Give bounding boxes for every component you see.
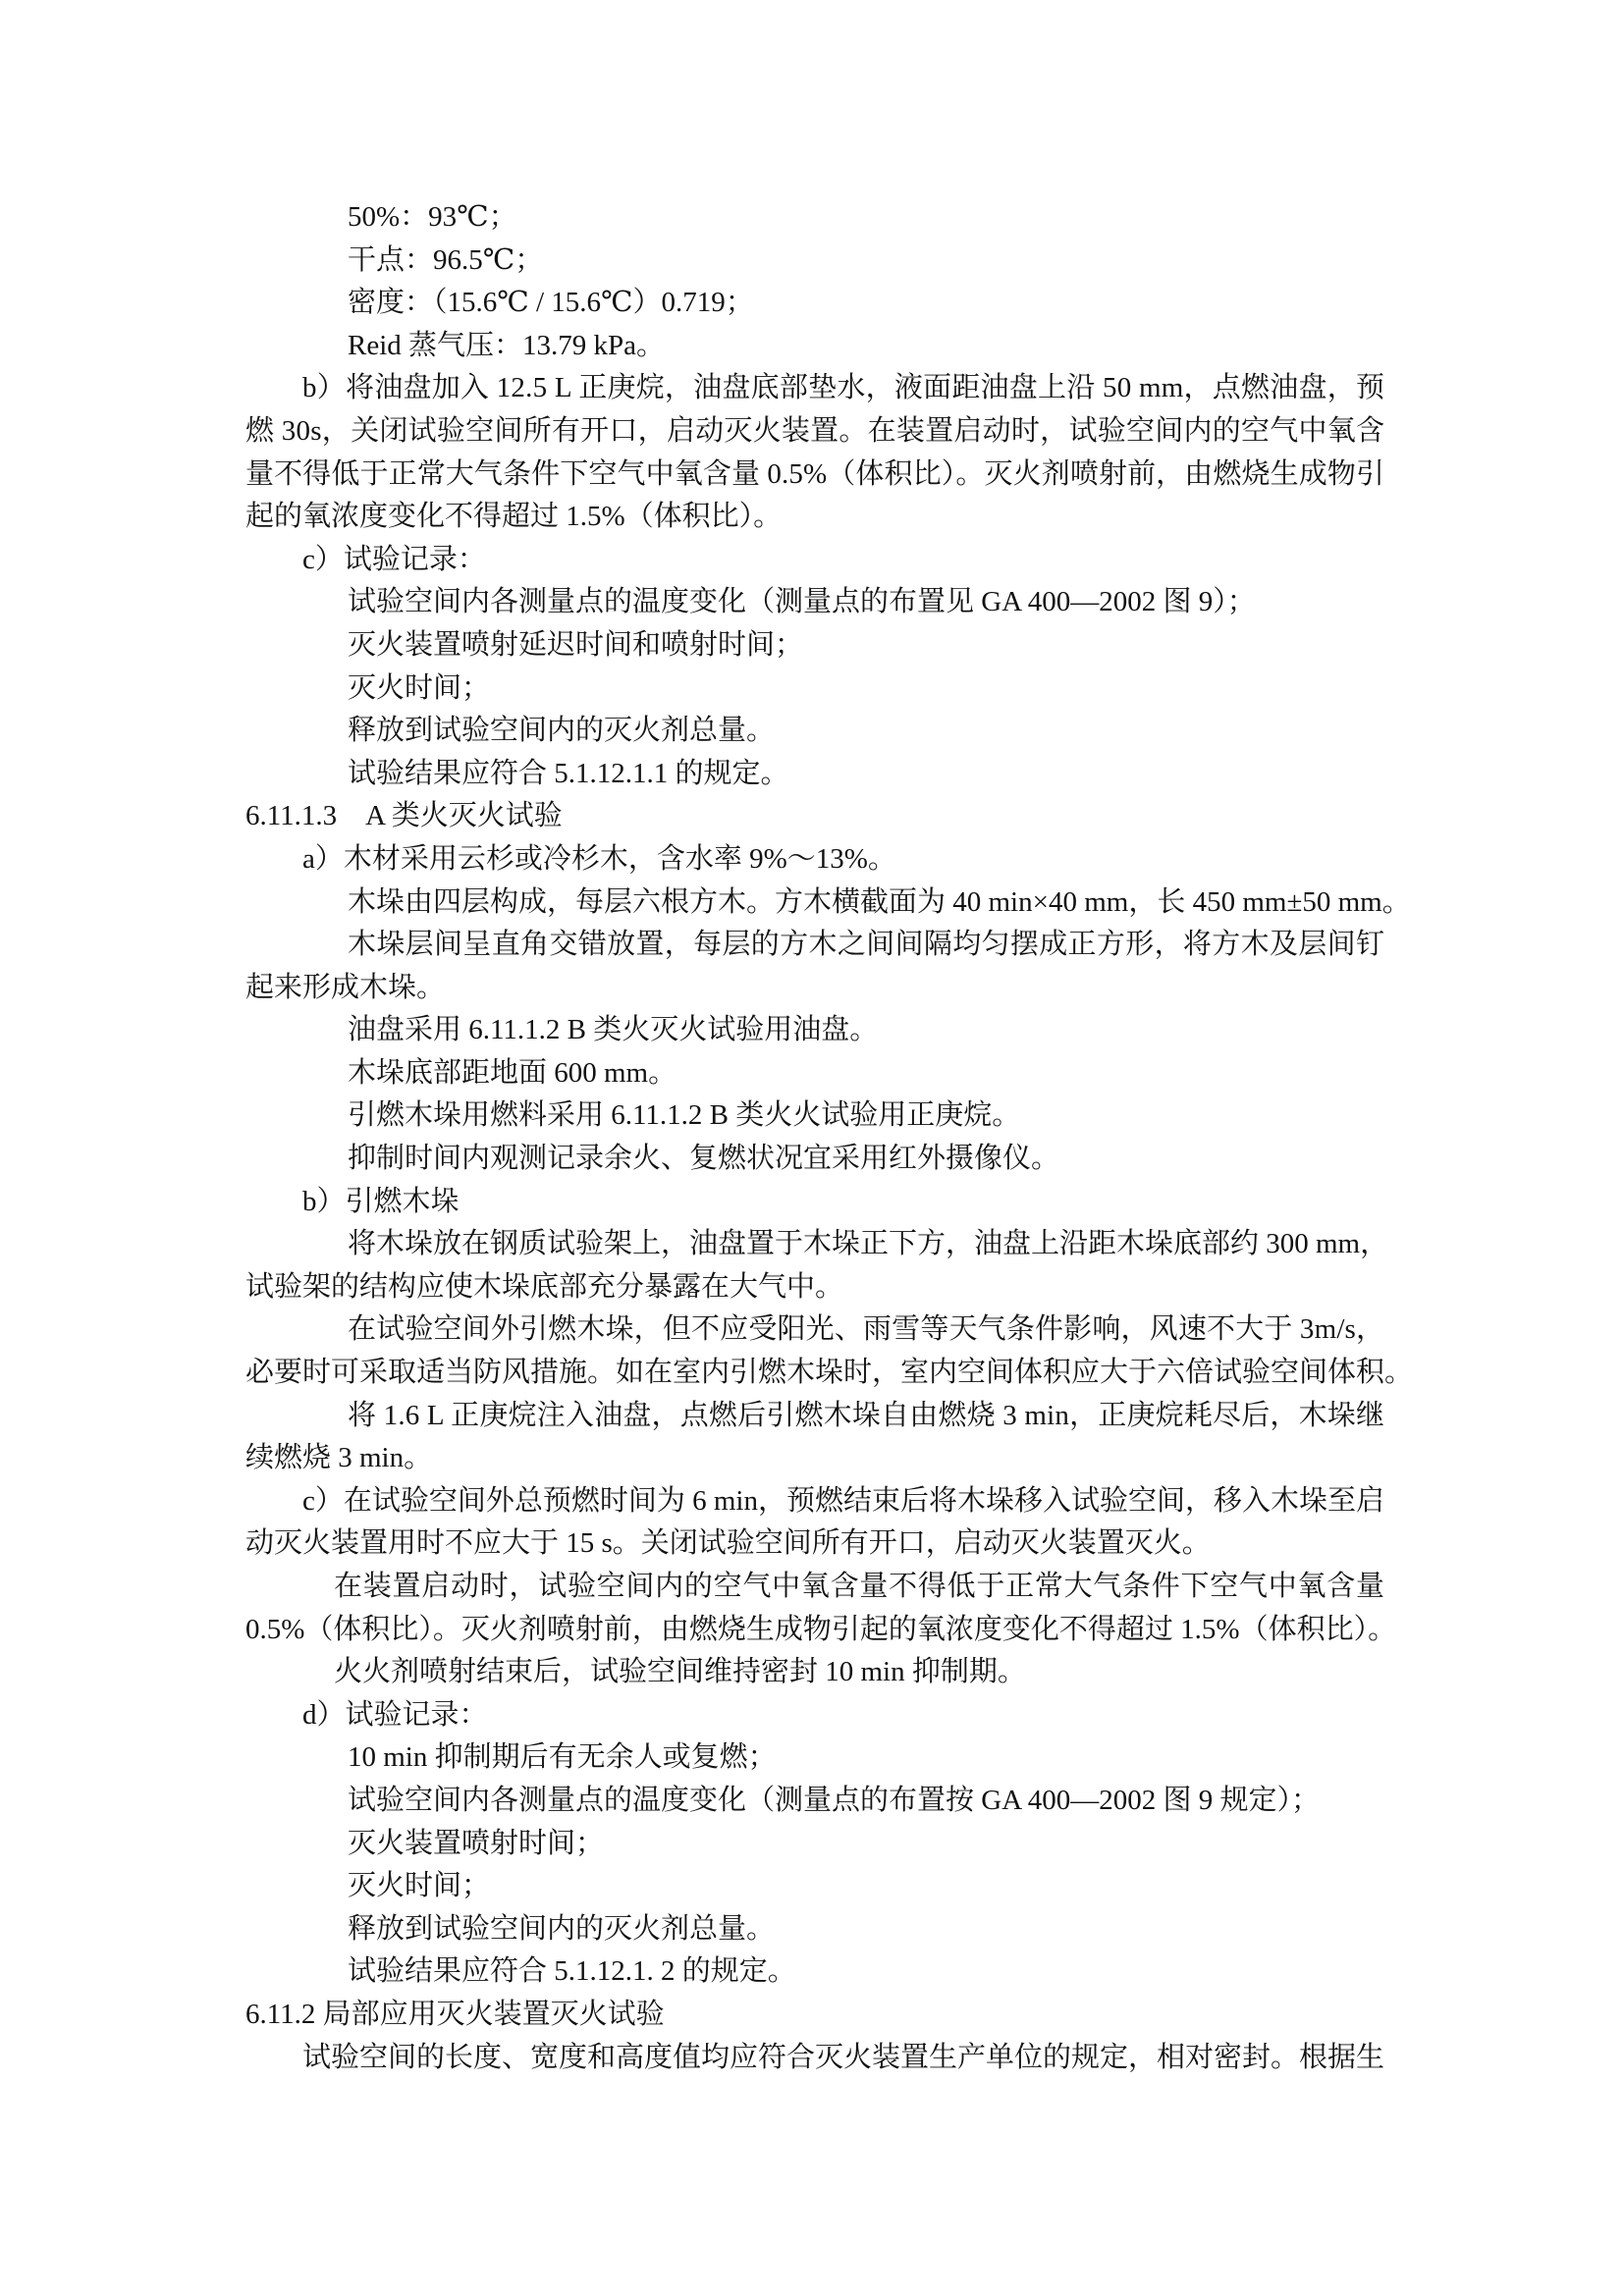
text-line bbox=[245, 1308, 1384, 1352]
list-item-b bbox=[245, 367, 1384, 410]
text-line bbox=[245, 1566, 1384, 1609]
text-line-content: 试验空间内各测量点的温度变化（测量点的布置按 GA 400—2002 图 9 规定）； bbox=[348, 1784, 1321, 1816]
text-line bbox=[245, 282, 1384, 325]
section-heading-text: 6.11.2 局部应用灭火装置灭火试验 bbox=[245, 1998, 665, 2030]
text-line-content: 火火剂喷射结束后，试验空间维持密封 10 min 抑制期。 bbox=[334, 1656, 1026, 1688]
text-line-content: 试验空间内各测量点的温度变化（测量点的布置见 GA 400—2002 图 9）； bbox=[348, 586, 1256, 618]
text-line-content: 释放到试验空间内的灭火剂总量。 bbox=[348, 1912, 776, 1945]
text-line-content: 灭火装置喷射延迟时间和喷射时间； bbox=[348, 628, 804, 661]
text-line-content: a）木材采用云杉或冷杉木，含水率 9%～13%。 bbox=[302, 842, 896, 875]
text-line bbox=[245, 1908, 1384, 1951]
text-line bbox=[245, 881, 1411, 925]
text-line-content: 密度：（15.6℃ / 15.6℃）0.719； bbox=[348, 287, 754, 319]
text-line bbox=[245, 325, 1384, 368]
text-line-content: b）引燃木垛 bbox=[302, 1185, 460, 1217]
text-line-content: 必要时可采取适当防风措施。如在室内引燃木垛时，室内空间体积应大于六倍试验空间体积。 bbox=[245, 1357, 1414, 1389]
text-line-content: 干点：96.5℃； bbox=[348, 243, 544, 276]
text-line-content: 试验架的结构应使木垛底部充分暴露在大气中。 bbox=[245, 1270, 844, 1303]
text-line bbox=[245, 1052, 1384, 1095]
text-line bbox=[245, 1437, 1384, 1480]
text-line-content: 木垛底部距地面 600 mm。 bbox=[348, 1056, 677, 1089]
text-line bbox=[245, 2037, 1384, 2080]
section-heading-text: 6.11.1.3 A 类火灭火试验 bbox=[245, 800, 563, 832]
text-line-content: 量不得低于正常大气条件下空气中氧含量 0.5%（体积比）。灭火剂喷射前，由燃烧生成物引 bbox=[245, 457, 1385, 490]
text-line-content: 50%：93℃； bbox=[348, 201, 517, 233]
text-line bbox=[245, 1865, 1384, 1908]
text-line bbox=[245, 1395, 1384, 1438]
text-line bbox=[245, 1736, 1384, 1780]
text-line-content: b）将油盘加入 12.5 L 正庚烷，油盘底部垫水，液面距油盘上沿 50 mm，点燃油盘，预 bbox=[302, 372, 1385, 404]
text-line bbox=[245, 1823, 1384, 1866]
text-line bbox=[245, 581, 1384, 624]
text-line bbox=[245, 1950, 1384, 1994]
text-line bbox=[245, 753, 1384, 796]
text-line-content: 木垛层间呈直角交错放置，每层的方木之间间隔均匀摆成正方形，将方木及层间钉 bbox=[348, 929, 1385, 961]
text-line-content: 释放到试验空间内的灭火剂总量。 bbox=[348, 715, 776, 747]
text-line-content: 0.5%（体积比）。灭火剂喷射前，由燃烧生成物引起的氧浓度变化不得超过 1.5%（体积比）。 bbox=[245, 1613, 1397, 1645]
text-line bbox=[245, 1522, 1384, 1566]
text-line-content: 引燃木垛用燃料采用 6.11.1.2 B 类火火试验用正庚烷。 bbox=[348, 1099, 1021, 1132]
text-line-content: 续燃烧 3 min。 bbox=[245, 1442, 433, 1474]
text-line bbox=[245, 1223, 1389, 1266]
text-line-content: 起的氧浓度变化不得超过 1.5%（体积比）。 bbox=[245, 501, 783, 533]
text-line bbox=[245, 1009, 1384, 1052]
text-line-content: 木垛由四层构成，每层六根方木。方木横截面为 40 min×40 mm，长 450 mm±50 mm。 bbox=[348, 885, 1411, 918]
text-line-content: 试验空间的长度、宽度和高度值均应符合灭火装置生产单位的规定，相对密封。根据生 bbox=[302, 2041, 1385, 2073]
text-line bbox=[245, 1266, 1384, 1309]
text-line-content: 燃 30s，关闭试验空间所有开口，启动灭火装置。在装置启动时，试验空间内的空气中氧含 bbox=[245, 414, 1385, 447]
text-line bbox=[245, 967, 1384, 1010]
text-line-content: 试验结果应符合 5.1.12.1.1 的规定。 bbox=[348, 757, 789, 789]
text-line-content: 灭火时间； bbox=[348, 671, 491, 704]
text-line bbox=[245, 1609, 1397, 1652]
text-line-content: d）试验记录： bbox=[302, 1698, 488, 1731]
text-line bbox=[245, 1352, 1414, 1395]
text-line bbox=[245, 1651, 1384, 1694]
text-line-content: 10 min 抑制期后有无余人或复燃； bbox=[348, 1741, 777, 1774]
list-item-c bbox=[245, 539, 1384, 582]
text-line-content: 试验结果应符合 5.1.12.1. 2 的规定。 bbox=[348, 1955, 796, 1988]
text-line-content: 抑制时间内观测记录余火、复燃状况宜采用红外摄像仪。 bbox=[348, 1143, 1060, 1175]
text-line-content: 灭火时间； bbox=[348, 1870, 491, 1902]
document-page bbox=[245, 196, 1414, 2079]
text-line bbox=[245, 624, 1384, 667]
text-line-content: c）试验记录： bbox=[302, 543, 486, 575]
text-line bbox=[245, 410, 1384, 454]
text-line-content: 在试验空间外引燃木垛，但不应受阳光、雨雪等天气条件影响，风速不大于 3m/s， bbox=[348, 1313, 1385, 1346]
section-heading bbox=[245, 795, 1384, 838]
text-line-content: 将 1.6 L 正庚烷注入油盘，点燃后引燃木垛自由燃烧 3 min，正庚烷耗尽后，木垛继 bbox=[348, 1399, 1385, 1431]
text-line bbox=[245, 1138, 1384, 1181]
list-item-b bbox=[245, 1181, 1384, 1224]
list-item-a bbox=[245, 838, 1384, 881]
list-item-d bbox=[245, 1694, 1384, 1737]
text-line bbox=[245, 710, 1384, 753]
text-line bbox=[245, 240, 1384, 283]
text-line bbox=[245, 496, 1384, 539]
text-line-content: 起来形成木垛。 bbox=[245, 971, 446, 1003]
text-line bbox=[245, 196, 1384, 240]
text-line-content: 在装置启动时，试验空间内的空气中氧含量不得低于正常大气条件下空气中氧含量 bbox=[334, 1571, 1385, 1602]
text-line bbox=[245, 667, 1384, 711]
text-line-content: 油盘采用 6.11.1.2 B 类火灭火试验用油盘。 bbox=[348, 1014, 879, 1046]
list-item-c bbox=[245, 1480, 1384, 1523]
text-line-content: 将木垛放在钢质试验架上，油盘置于木垛正下方，油盘上沿距木垛底部约 300 mm， bbox=[348, 1228, 1389, 1260]
text-line-content: c）在试验空间外总预燃时间为 6 min，预燃结束后将木垛移入试验空间，移入木垛至启 bbox=[302, 1484, 1384, 1517]
text-line bbox=[245, 454, 1384, 497]
text-line-content: 动灭火装置用时不应大于 15 s。关闭试验空间所有开口，启动灭火装置灭火。 bbox=[245, 1527, 1211, 1560]
text-line-content: 灭火装置喷射时间； bbox=[348, 1827, 605, 1859]
text-line bbox=[245, 924, 1384, 967]
text-line bbox=[245, 1095, 1384, 1138]
text-line bbox=[245, 1780, 1384, 1823]
section-heading bbox=[245, 1994, 1384, 2037]
text-line-content: Reid 蒸气压：13.79 kPa。 bbox=[348, 329, 666, 361]
